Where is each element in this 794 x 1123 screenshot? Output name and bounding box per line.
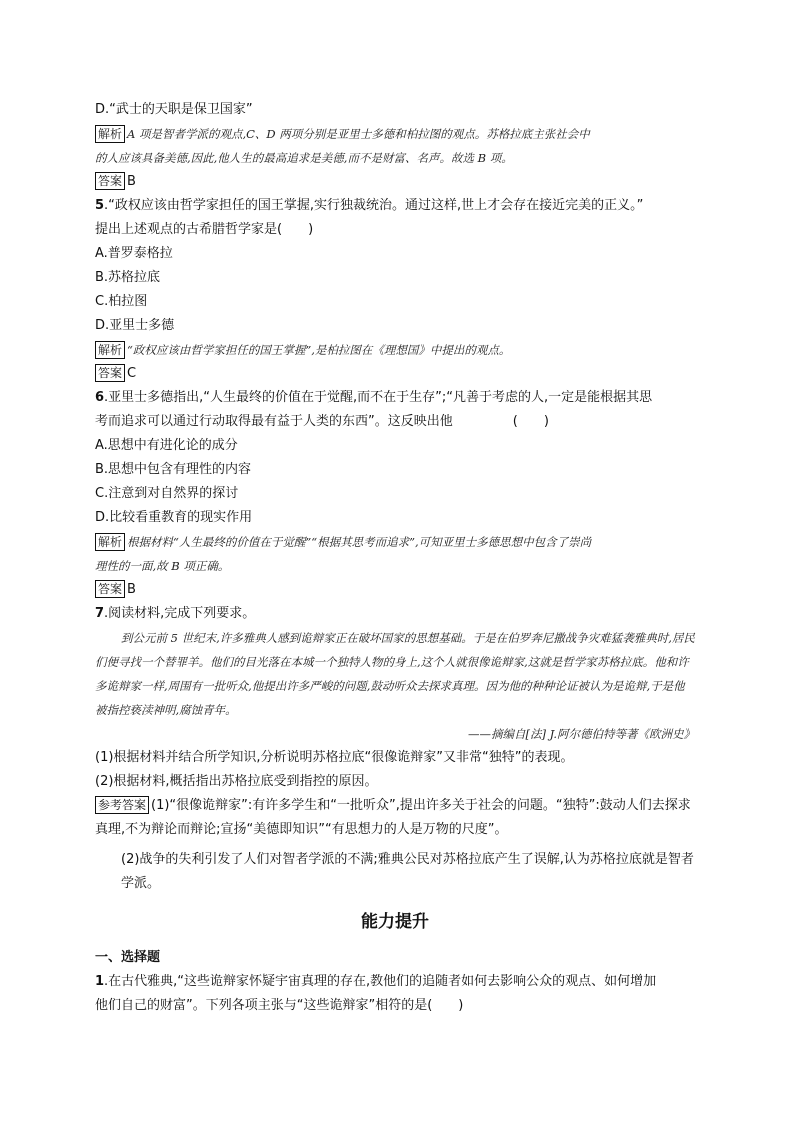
q7-stem-text: .阅读材料,完成下列要求。	[104, 606, 256, 621]
q4-answer	[95, 170, 695, 194]
q6-answer-blank: ( )	[512, 414, 549, 429]
answer-tag: 答案	[95, 580, 125, 598]
q7-requirement-2: (2)根据材料,概括指出苏格拉底受到指控的原因。	[95, 774, 378, 789]
q7-number: 7	[95, 606, 105, 621]
analysis-tag: 解析	[95, 125, 125, 143]
q7-stem	[95, 602, 695, 626]
analysis-tag: 解析	[95, 533, 125, 551]
document-page	[95, 98, 695, 1018]
q5-stem-line1	[95, 194, 695, 218]
q5-answer-value: C	[127, 366, 137, 381]
answer-tag: 答案	[95, 172, 125, 190]
q6-stem-line1	[95, 386, 695, 410]
q1-stem-line2: 他们自己的财富”。下列各项主张与“这些诡辩家”相符的是( )	[95, 998, 464, 1013]
q6-option-b: B.思想中包含有理性的内容	[95, 462, 252, 477]
answer-tag: 答案	[95, 364, 125, 382]
q7-material-passage: 到公元前 5 世纪末,许多雅典人感到诡辩家正在破坏国家的思想基础。于是在伯罗奔尼撒战争灾难猛袭雅典时,居民们便寻找一个替罪羊。他们的目光落在本城一个独特人物的身上,这个人就很像诡辩家,这就是哲学家苏格拉底。他和许多诡辩家一样,周围有一批听众,他提出许多严峻的问题,鼓动听众去探求真理。因为他的种种论证被认为是诡辩,于是他被指控亵渎神明,腐蚀青年。	[95, 631, 695, 717]
q4-answer-value: B	[127, 174, 136, 189]
reference-answer-tag: 参考答案	[95, 796, 149, 814]
q5-stem-line2: 提出上述观点的古希腊哲学家是( )	[95, 222, 314, 237]
q5-option-a: A.普罗泰格拉	[95, 246, 173, 261]
q5-option-b: B.苏格拉底	[95, 270, 161, 285]
q7-reference-answer-2: (2)战争的失利引发了人们对智者学派的不满;雅典公民对苏格拉底产生了误解,认为苏格拉底就是智者学派。	[121, 852, 694, 891]
q6-stem-text2: 考而追求可以通过行动取得最有益于人类的东西”。这反映出他	[95, 414, 453, 429]
q6-option-c: C.注意到对自然界的探讨	[95, 486, 239, 501]
q4-analysis-line2: 的人应该具备美德,因此,他人生的最高追求是美德,而不是财富、名声。故选 B 项。	[95, 151, 513, 165]
q5-number: 5	[95, 198, 105, 213]
q4-option-d: D.“武士的天职是保卫国家”	[95, 102, 253, 117]
q5-analysis	[95, 338, 695, 362]
q6-number: 6	[95, 390, 105, 405]
q6-answer-value: B	[127, 582, 136, 597]
section-heading: 能力提升	[361, 912, 429, 932]
q6-option-a: A.思想中有进化论的成分	[95, 438, 238, 453]
q5-option-d: D.亚里士多德	[95, 318, 175, 333]
q6-option-d: D.比较看重教育的现实作用	[95, 510, 253, 525]
q7-reference-answer-1	[95, 794, 695, 842]
q5-analysis-text: “政权应该由哲学家担任的国王掌握”,是柏拉图在《理想国》中提出的观点。	[127, 343, 511, 357]
q6-stem-line2	[95, 410, 695, 434]
q7-reference-answer-1-text: (1)“很像诡辩家”:有许多学生和“一批听众”,提出许多关于社会的问题。“独特”:鼓动人们去探求真理,不为辩论而辩论;宣扬“美德即知识”“有思想力的人是万物的尺度”。	[95, 798, 691, 837]
q5-option-c: C.柏拉图	[95, 294, 148, 309]
q6-analysis-line2: 理性的一面,故 B 项正确。	[95, 559, 230, 573]
q1-stem-text1: .在古代雅典,“这些诡辩家怀疑宇宙真理的存在,教他们的追随者如何去影响公众的观点、如何增加	[104, 974, 657, 989]
q5-stem-text1: .“政权应该由哲学家担任的国王掌握,实行独裁统治。通过这样,世上才会存在接近完美的正义。”	[104, 198, 644, 213]
q6-analysis	[95, 530, 695, 578]
q6-answer	[95, 578, 695, 602]
q4-analysis	[95, 122, 695, 170]
q5-answer	[95, 362, 695, 386]
q6-analysis-line1: 根据材料“人生最终的价值在于觉醒”“根据其思考而追求”,可知亚里士多德思想中包含了崇尚	[127, 535, 592, 549]
q6-stem-text1: .亚里士多德指出,“人生最终的价值在于觉醒,而不在于生存”;“凡善于考虑的人,一定是能根据其思	[104, 390, 653, 405]
q4-analysis-line1: A 项是智者学派的观点,C、D 两项分别是亚里士多德和柏拉图的观点。苏格拉底主张社会中	[127, 127, 590, 141]
analysis-tag: 解析	[95, 341, 125, 359]
q1-number: 1	[95, 974, 105, 989]
q7-material-source: ——摘编自[法] J.阿尔德伯特等著《欧洲史》	[468, 727, 695, 741]
q7-requirement-1: (1)根据材料并结合所学知识,分析说明苏格拉底“很像诡辩家”又非常“独特”的表现。	[95, 750, 574, 765]
q1-stem-line1	[95, 970, 695, 994]
section-subheading: 一、选择题	[95, 950, 161, 965]
